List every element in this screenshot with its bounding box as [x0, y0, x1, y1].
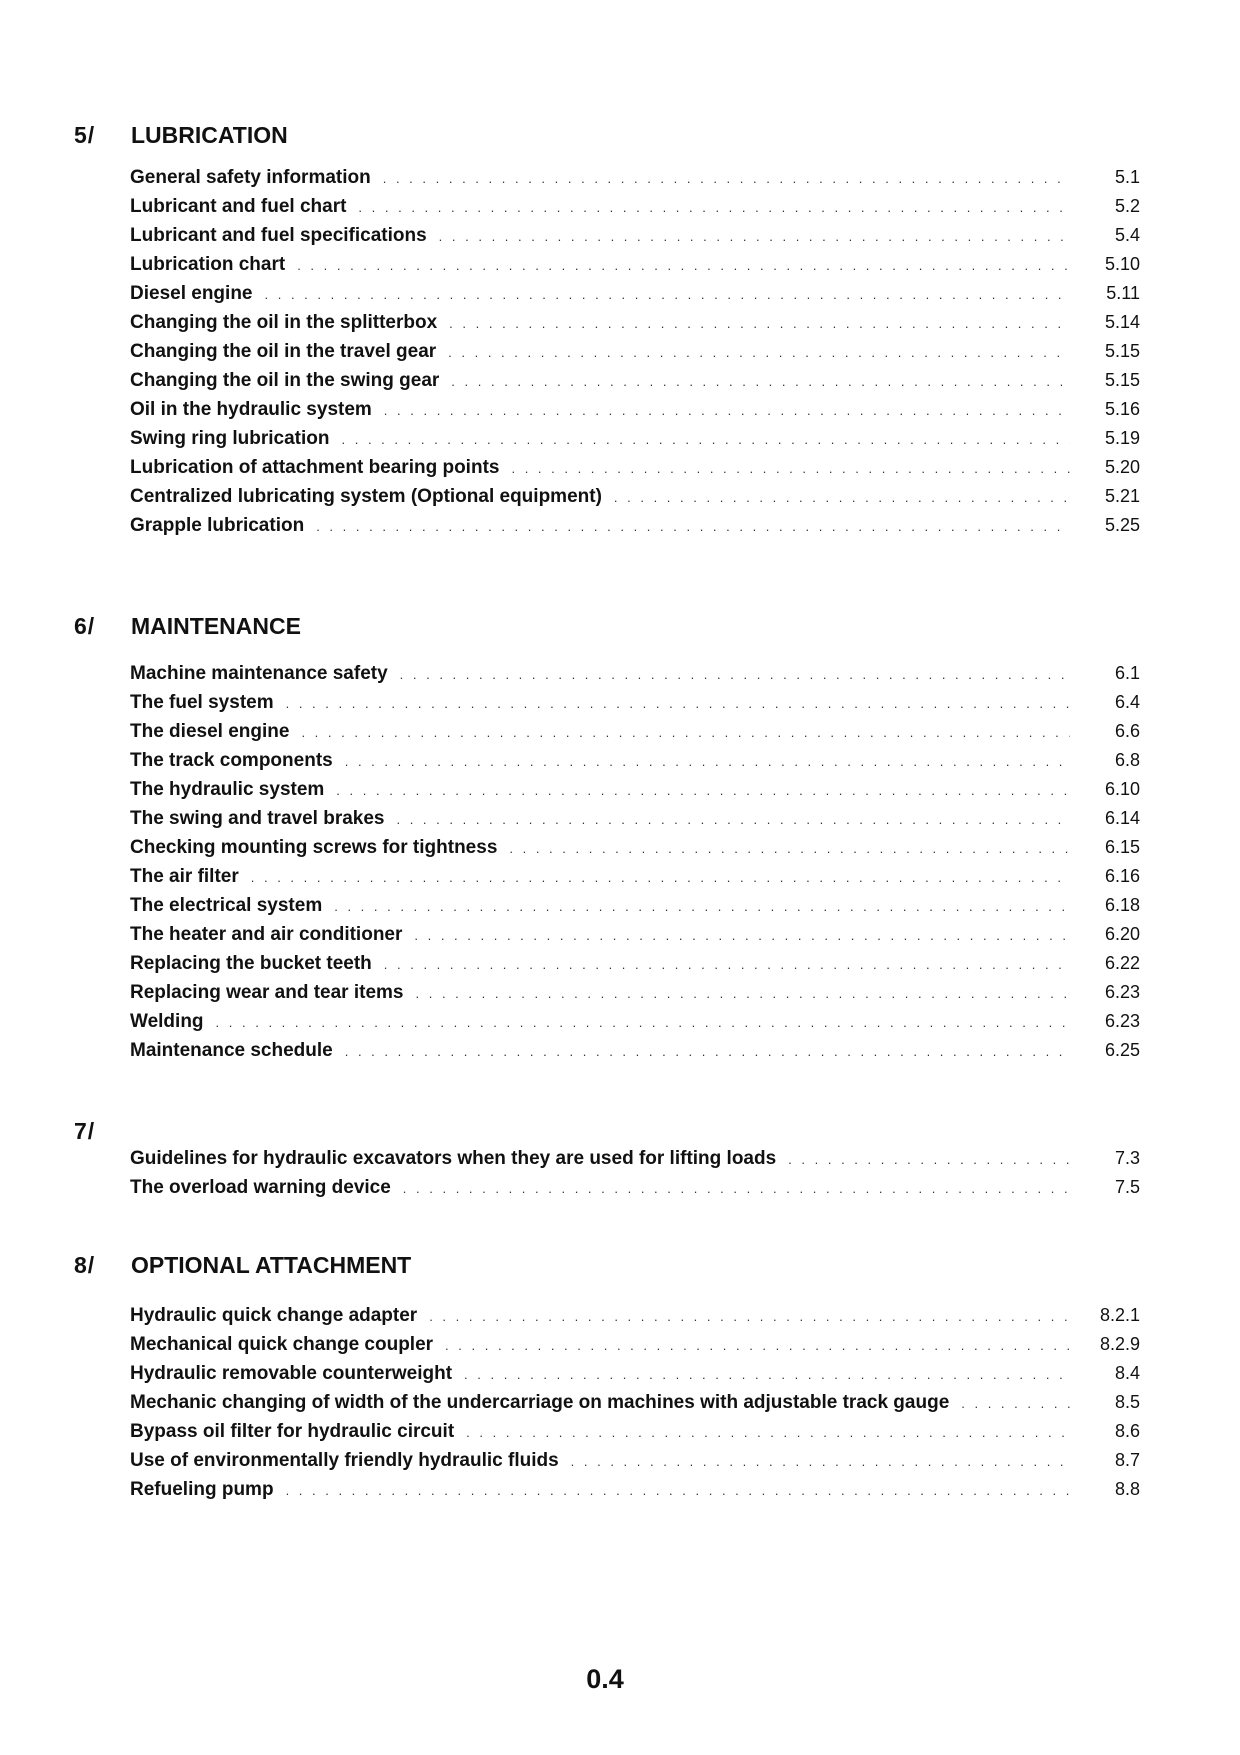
toc-entry-list [130, 1148, 1140, 1206]
toc-entry-title: The heater and air conditioner [130, 924, 403, 945]
toc-entry[interactable] [130, 196, 1140, 225]
section-title: MAINTENANCE [131, 613, 301, 639]
toc-entry-title: Guidelines for hydraulic excavators when they are used for lifting loads [130, 1148, 777, 1169]
dot-leader [216, 1015, 1070, 1030]
toc-entry-page: 5.25 [1104, 515, 1140, 535]
toc-entry-title: Checking mounting screws for tightness [130, 837, 498, 858]
toc-entry[interactable] [130, 283, 1140, 312]
toc-entry-page: 6.16 [1104, 866, 1140, 886]
toc-entry-page: 8.8 [1114, 1479, 1140, 1499]
toc-entry[interactable] [130, 167, 1140, 196]
toc-entry[interactable] [130, 866, 1140, 895]
toc-entry-title: Refueling pump [130, 1479, 274, 1500]
toc-entry-page: 7.3 [1114, 1148, 1140, 1168]
dot-leader [342, 432, 1071, 447]
toc-entry[interactable] [130, 312, 1140, 341]
toc-entry[interactable] [130, 895, 1140, 924]
toc-entry-title: Hydraulic removable counterweight [130, 1363, 453, 1384]
toc-entry[interactable] [130, 1305, 1140, 1334]
toc-entry-page: 5.1 [1114, 167, 1140, 187]
toc-entry-title: Lubricant and fuel specifications [130, 225, 427, 246]
toc-entry-title: The air filter [130, 866, 239, 887]
dot-leader [336, 783, 1070, 798]
toc-entry-page: 8.7 [1114, 1450, 1140, 1470]
page-number: 0.4 [586, 1664, 624, 1694]
toc-entry-title: Centralized lubricating system (Optional equipment) [130, 486, 602, 507]
toc-entry-page: 5.10 [1104, 254, 1140, 274]
toc-entry-page: 6.23 [1104, 1011, 1140, 1031]
toc-entry-page: 6.20 [1104, 924, 1140, 944]
toc-entry-list [130, 663, 1140, 1069]
toc-entry-page: 6.8 [1114, 750, 1140, 770]
toc-entry-page: 5.15 [1104, 341, 1140, 361]
toc-entry-page: 8.6 [1114, 1421, 1140, 1441]
toc-entry-title: The overload warning device [130, 1177, 391, 1198]
toc-entry[interactable] [130, 1450, 1140, 1479]
toc-entry-title: Changing the oil in the travel gear [130, 341, 437, 362]
toc-entry-title: Mechanic changing of width of the undercarriage on machines with adjustable track gauge [130, 1392, 950, 1413]
section-number: 6/ [74, 613, 96, 639]
dot-leader [316, 519, 1070, 534]
toc-entry-page: 5.20 [1104, 457, 1140, 477]
dot-leader [445, 1338, 1070, 1353]
toc-entry-page: 8.4 [1114, 1363, 1140, 1383]
section-number: 8/ [74, 1252, 96, 1278]
toc-entry-list [130, 1305, 1140, 1508]
dot-leader [345, 1044, 1070, 1059]
toc-entry-page: 6.18 [1104, 895, 1140, 915]
toc-entry-title: Diesel engine [130, 283, 253, 304]
toc-entry-page: 8.5 [1114, 1392, 1140, 1412]
section-title: LUBRICATION [131, 122, 288, 148]
section-number: 7/ [74, 1118, 96, 1144]
toc-entry[interactable] [130, 750, 1140, 779]
dot-leader [448, 345, 1070, 360]
toc-entry-title: Swing ring lubrication [130, 428, 330, 449]
dot-leader [358, 200, 1070, 215]
dot-leader [509, 841, 1070, 856]
toc-entry-title: Welding [130, 1011, 204, 1032]
toc-entry-page: 5.21 [1104, 486, 1140, 506]
toc-entry-page: 6.1 [1114, 663, 1140, 683]
dot-leader [464, 1367, 1070, 1382]
toc-entry[interactable] [130, 515, 1140, 544]
toc-entry-title: Maintenance schedule [130, 1040, 333, 1061]
toc-entry-page: 6.25 [1104, 1040, 1140, 1060]
toc-entry[interactable] [130, 808, 1140, 837]
dot-leader [511, 461, 1070, 476]
dot-leader [961, 1396, 1070, 1411]
toc-entry-page: 6.10 [1104, 779, 1140, 799]
dot-leader [414, 928, 1070, 943]
toc-entry[interactable] [130, 1421, 1140, 1450]
dot-leader [439, 229, 1070, 244]
toc-entry-title: The swing and travel brakes [130, 808, 385, 829]
toc-entry-page: 8.2.1 [1099, 1305, 1140, 1325]
toc-entry[interactable] [130, 1334, 1140, 1363]
toc-entry[interactable] [130, 399, 1140, 428]
toc-entry[interactable] [130, 1040, 1140, 1069]
toc-entry-title: Changing the oil in the swing gear [130, 370, 440, 391]
toc-entry-title: Lubricant and fuel chart [130, 196, 347, 217]
dot-leader [334, 899, 1070, 914]
toc-entry-page: 6.6 [1114, 721, 1140, 741]
toc-entry[interactable] [130, 1392, 1140, 1421]
toc-entry-page: 5.4 [1114, 225, 1140, 245]
dot-leader [449, 316, 1070, 331]
toc-entry-title: Machine maintenance safety [130, 663, 388, 684]
dot-leader [345, 754, 1070, 769]
toc-entry-title: Changing the oil in the splitterbox [130, 312, 438, 333]
toc-entry-page: 7.5 [1114, 1177, 1140, 1197]
section-number: 5/ [74, 122, 96, 148]
dot-leader [429, 1309, 1070, 1324]
toc-entry-page: 6.14 [1104, 808, 1140, 828]
toc-entry[interactable] [130, 1363, 1140, 1392]
toc-entry[interactable] [130, 428, 1140, 457]
toc-entry[interactable] [130, 837, 1140, 866]
toc-entry-page: 5.2 [1114, 196, 1140, 216]
dot-leader [286, 1483, 1070, 1498]
toc-entry-title: The electrical system [130, 895, 323, 916]
toc-entry-title: Mechanical quick change coupler [130, 1334, 434, 1355]
toc-entry-title: Hydraulic quick change adapter [130, 1305, 418, 1326]
dot-leader [301, 725, 1070, 740]
toc-entry-title: Oil in the hydraulic system [130, 399, 372, 420]
dot-leader [788, 1152, 1070, 1167]
toc-entry-page: 5.11 [1106, 283, 1140, 303]
toc-entry-title: Lubrication chart [130, 254, 286, 275]
toc-entry-page: 6.15 [1104, 837, 1140, 857]
dot-leader [265, 287, 1071, 302]
dot-leader [571, 1454, 1070, 1469]
toc-entry[interactable] [130, 924, 1140, 953]
toc-entry-page: 5.16 [1104, 399, 1140, 419]
toc-entry-page: 6.22 [1104, 953, 1140, 973]
dot-leader [384, 957, 1070, 972]
toc-entry-title: Replacing wear and tear items [130, 982, 404, 1003]
dot-leader [400, 667, 1070, 682]
dot-leader [383, 171, 1070, 186]
dot-leader [251, 870, 1070, 885]
section-title: OPTIONAL ATTACHMENT [131, 1252, 412, 1278]
toc-entry-title: Lubrication of attachment bearing points [130, 457, 500, 478]
toc-entry-title: Use of environmentally friendly hydraulic fluids [130, 1450, 559, 1471]
toc-entry[interactable] [130, 721, 1140, 750]
dot-leader [466, 1425, 1070, 1440]
toc-entry-list [130, 167, 1140, 544]
toc-entry[interactable] [130, 225, 1140, 254]
dot-leader [614, 490, 1070, 505]
dot-leader [396, 812, 1070, 827]
toc-entry[interactable] [130, 1177, 1140, 1206]
toc-entry[interactable] [130, 370, 1140, 399]
dot-leader [297, 258, 1070, 273]
toc-entry-title: Replacing the bucket teeth [130, 953, 372, 974]
toc-entry-title: The fuel system [130, 692, 274, 713]
toc-entry[interactable] [130, 692, 1140, 721]
toc-entry[interactable] [130, 663, 1140, 692]
dot-leader [403, 1181, 1070, 1196]
dot-leader [451, 374, 1070, 389]
toc-entry-page: 5.14 [1104, 312, 1140, 332]
toc-entry-title: General safety information [130, 167, 371, 188]
toc-entry-page: 5.19 [1104, 428, 1140, 448]
toc-entry-title: The hydraulic system [130, 779, 325, 800]
toc-entry[interactable] [130, 953, 1140, 982]
toc-entry-title: The track components [130, 750, 333, 771]
toc-entry[interactable] [130, 1011, 1140, 1040]
toc-entry-page: 6.23 [1104, 982, 1140, 1002]
toc-entry[interactable] [130, 1148, 1140, 1177]
toc-entry[interactable] [130, 341, 1140, 370]
toc-entry[interactable] [130, 982, 1140, 1011]
toc-entry[interactable] [130, 486, 1140, 515]
dot-leader [416, 986, 1071, 1001]
toc-entry-title: Grapple lubrication [130, 515, 305, 536]
toc-entry[interactable] [130, 779, 1140, 808]
toc-entry-title: Bypass oil filter for hydraulic circuit [130, 1421, 455, 1442]
dot-leader [384, 403, 1070, 418]
toc-entry[interactable] [130, 457, 1140, 486]
toc-entry[interactable] [130, 1479, 1140, 1508]
toc-entry-page: 5.15 [1104, 370, 1140, 390]
toc-entry-page: 8.2.9 [1099, 1334, 1140, 1354]
dot-leader [286, 696, 1070, 711]
toc-entry[interactable] [130, 254, 1140, 283]
toc-entry-page: 6.4 [1114, 692, 1140, 712]
toc-entry-title: The diesel engine [130, 721, 290, 742]
